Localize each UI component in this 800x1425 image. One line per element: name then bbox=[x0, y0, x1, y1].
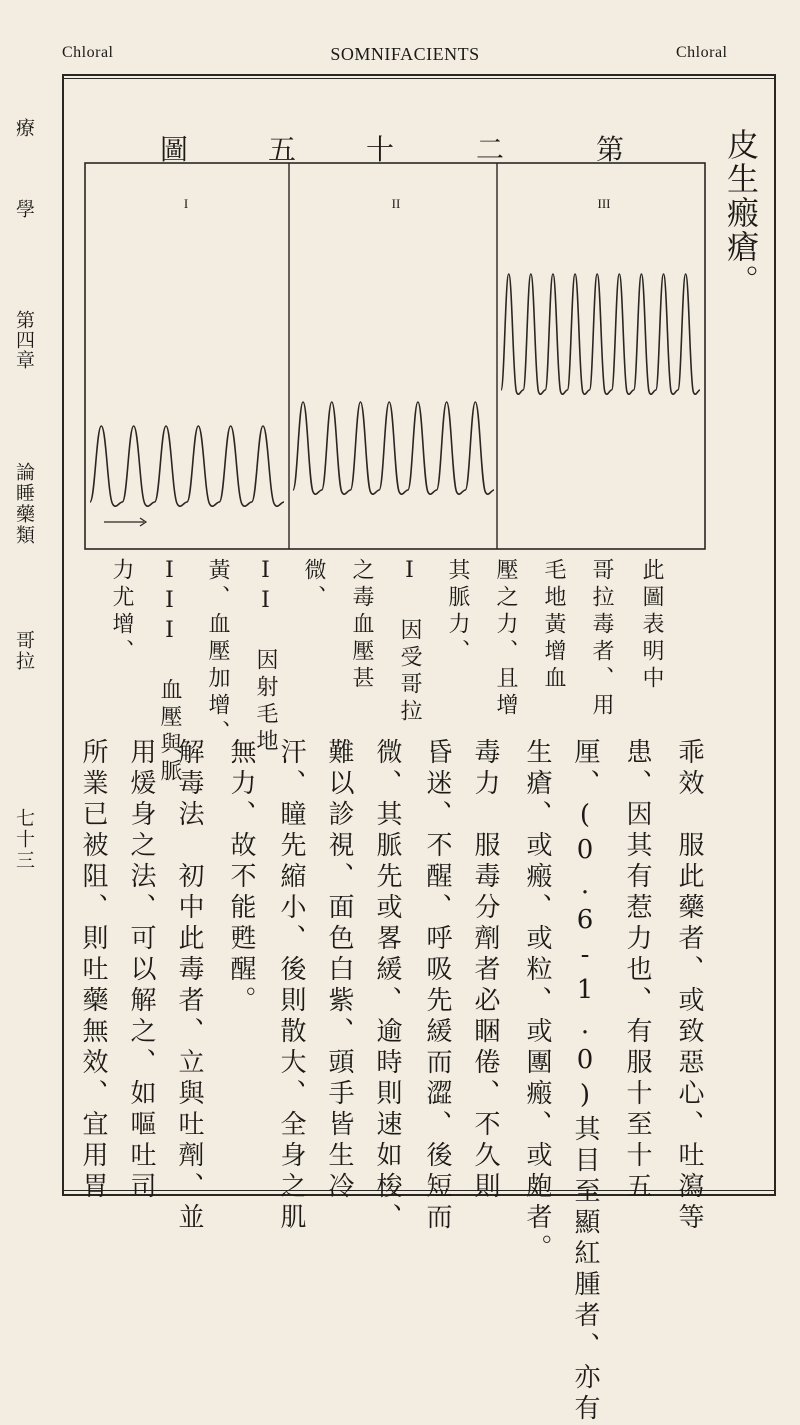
frame-rule-top bbox=[62, 78, 776, 79]
figure-border bbox=[85, 163, 705, 549]
body-text-column: 厘、(0.6-1.0)其目至顯紅腫者、亦有 bbox=[570, 738, 600, 1425]
body-text-column: 汗、瞳先縮小、後則散大、全身之肌 bbox=[276, 738, 306, 1234]
figure-title-char: 圖 bbox=[159, 133, 188, 166]
body-text-column: 難以診視、面色白紫、頭手皆生冷 bbox=[324, 738, 354, 1203]
body-text-column: 生瘡、或瘢、或粒、或團瘢、或皰者。 bbox=[522, 738, 552, 1265]
section-heading: 皮生瘢瘡。 bbox=[722, 128, 760, 298]
body-text-column: 乖效 服此藥者、或致惡心、吐瀉等 bbox=[674, 738, 704, 1234]
body-text-column: 毒力 服毒分劑者必睏倦、不久則 bbox=[470, 738, 500, 1203]
blood-pressure-tracing-figure bbox=[84, 162, 706, 550]
body-text-column: 無力、故不能甦醒。 bbox=[226, 738, 256, 1017]
tracing-panel-2 bbox=[293, 402, 494, 494]
figure-title-char: 二 bbox=[475, 133, 504, 166]
header-left: Chloral bbox=[62, 44, 114, 61]
figure-title-char: 十 bbox=[365, 133, 394, 166]
body-text-column: 解毒法 初中此毒者、立與吐劑、並 bbox=[174, 738, 204, 1234]
tracing-panel-3 bbox=[501, 274, 700, 394]
header-center: SOMNIFACIENTS bbox=[330, 44, 480, 64]
header-right: Chloral bbox=[676, 44, 728, 61]
figure-caption-column: III 血壓與脈 bbox=[157, 558, 182, 786]
figure-caption-column: 力尤增、 bbox=[109, 558, 134, 666]
figure-caption-column: 黃、血壓加增、 bbox=[205, 558, 230, 747]
body-text-column: 患、因其有惹力也、有服十至十五 bbox=[622, 738, 652, 1203]
figure-caption-column: 哥拉毒者、用 bbox=[589, 558, 614, 720]
figure-caption-column: 微、 bbox=[301, 558, 326, 612]
frame-rule-bottom bbox=[62, 1190, 776, 1191]
figure-caption-column: 此圖表明中 bbox=[639, 558, 664, 693]
figure-caption-column: I 因受哥拉 bbox=[397, 558, 422, 726]
body-text-column: 昏迷、不醒、呼吸先緩而澀、後短而 bbox=[422, 738, 452, 1234]
margin-drug: 哥拉 bbox=[13, 630, 35, 672]
panel-label-1: I bbox=[183, 196, 189, 211]
figure-caption-column: 壓之力、且增 bbox=[493, 558, 518, 720]
body-text-column: 微、其脈先或畧緩、逾時則速如梭、 bbox=[372, 738, 402, 1234]
margin-chapter: 第四章 bbox=[13, 310, 35, 370]
figure-caption-column: 毛地黃增血 bbox=[541, 558, 566, 693]
margin-book-title: 療學 bbox=[13, 118, 35, 280]
tracing-panel-1 bbox=[90, 426, 284, 506]
panel-label-2: II bbox=[391, 196, 401, 211]
margin-section: 論睡藥類 bbox=[13, 462, 35, 546]
figure-caption-column: II 因射毛地 bbox=[253, 558, 278, 756]
figure-title-char: 五 bbox=[267, 133, 296, 166]
body-text-column: 用煖身之法、可以解之、如嘔吐司 bbox=[126, 738, 156, 1203]
figure-caption-column: 其脈力、 bbox=[445, 558, 470, 666]
margin-page-number: 七十三 bbox=[13, 808, 35, 871]
figure-title-char: 第 bbox=[595, 133, 624, 166]
figure-caption-column: 之毒血壓甚 bbox=[349, 558, 374, 693]
body-text-column: 所業已被阻、則吐藥無效、宜用胃 bbox=[78, 738, 108, 1203]
panel-label-3: III bbox=[597, 196, 611, 211]
